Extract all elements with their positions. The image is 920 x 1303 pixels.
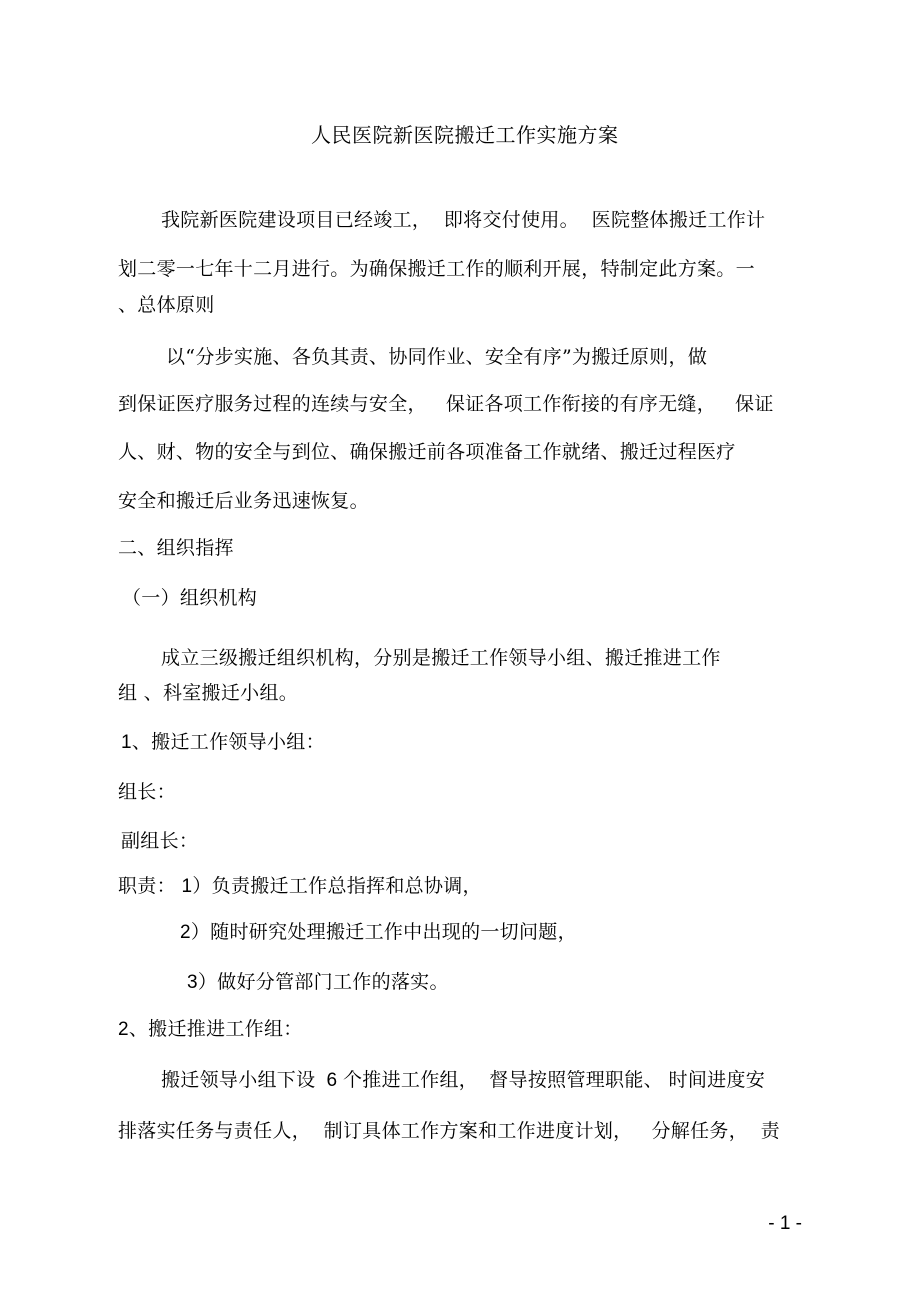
page-number: - 1 -	[768, 1213, 802, 1234]
paragraph-line: 3）做好分管部门工作的落实。	[187, 972, 449, 993]
paragraph-line: 安全和搬迁后业务迅速恢复。	[118, 490, 369, 512]
paragraph-line: 成立三级搬迁组织机构，分别是搬迁工作领导小组、搬迁推进工作	[161, 647, 721, 669]
paragraph-line: 以“分步实施、各负其责、协同作业、安全有序”为搬迁原则，做	[166, 346, 708, 368]
paragraph-line: 、总体原则	[118, 294, 215, 316]
list-heading: 2、搬迁推进工作组：	[118, 1019, 303, 1040]
list-heading: 1、搬迁工作领导小组：	[121, 732, 325, 753]
paragraph-line: 到保证医疗服务过程的连续与安全， 保证各项工作衔接的有序无缝， 保证	[118, 393, 774, 415]
paragraph-line: 排落实任务与责任人， 制订具体工作方案和工作进度计划， 分解任务， 责	[118, 1120, 780, 1142]
paragraph-line: 划二零一七年十二月进行。为确保搬迁工作的顺利开展，特制定此方案。一	[118, 258, 755, 280]
paragraph-line: 副组长：	[121, 830, 199, 852]
paragraph-line: 职责： 1）负责搬迁工作总指挥和总协调，	[118, 876, 482, 897]
document-title: 人民医院新医院搬迁工作实施方案	[311, 123, 619, 147]
paragraph-line: 2）随时研究处理搬迁工作中出现的一切问题，	[180, 922, 577, 943]
paragraph-line: 搬迁领导小组下设 6 个推进工作组， 督导按照管理职能、 时间进度安	[161, 1070, 766, 1091]
subsection-heading: （一）组织机构	[122, 587, 258, 609]
section-heading: 二、组织指挥	[118, 537, 234, 559]
paragraph-line: 组 、科室搬迁小组。	[118, 682, 299, 704]
paragraph-line: 我院新医院建设项目已经竣工， 即将交付使用。 医院整体搬迁工作计	[161, 209, 766, 231]
paragraph-line: 人、财、物的安全与到位、确保搬迁前各项准备工作就绪、搬迁过程医疗	[118, 441, 736, 463]
paragraph-line: 组长：	[118, 781, 176, 803]
